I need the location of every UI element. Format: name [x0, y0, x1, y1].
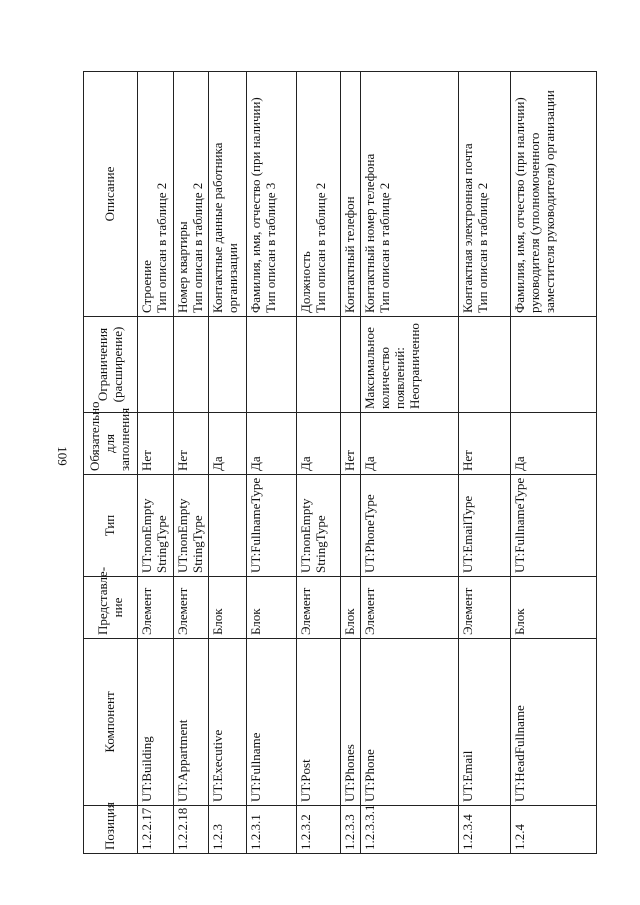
cell-representation: Блок [340, 577, 360, 639]
cell-component: UT:Phones [340, 639, 360, 806]
cell-position: 1.2.4 [510, 806, 596, 854]
cell-representation: Элемент [360, 577, 458, 639]
cell-description: Контактные данные работника организации [208, 72, 246, 317]
header-representation: Представле-ние [84, 577, 138, 639]
cell-type: UT:nonEmpty StringType [138, 475, 174, 577]
cell-description: Контактный номер телефона Тип описан в таблице 2 [360, 72, 458, 317]
cell-type: UT:FullnameType [246, 475, 296, 577]
cell-description: Контактная электронная почта Тип описан в таблице 2 [458, 72, 510, 317]
cell-component: UT:HeadFullname [510, 639, 596, 806]
cell-required: Да [246, 413, 296, 475]
cell-required: Да [208, 413, 246, 475]
cell-representation: Элемент [138, 577, 174, 639]
table-row [174, 72, 209, 854]
cell-required: Нет [174, 413, 209, 475]
table-row [340, 72, 360, 854]
cell-component: UT:Post [296, 639, 340, 806]
header-type: Тип [84, 475, 138, 577]
cell-type: UT:EmailType [458, 475, 510, 577]
cell-limits [208, 317, 246, 413]
header-limits: Ограничения (расширение) [84, 317, 138, 413]
page-number: 109 [54, 446, 70, 466]
table-row [360, 72, 458, 854]
cell-type: UT:PhoneType [360, 475, 458, 577]
cell-description: Фамилия, имя, отчество (при наличии) руководителя (уполномоченного заместителя руководителя) организации [510, 72, 596, 317]
cell-type [208, 475, 246, 577]
cell-limits [458, 317, 510, 413]
table-row [208, 72, 246, 854]
table-row [458, 72, 510, 854]
cell-position: 1.2.2.18 [174, 806, 209, 854]
cell-type: UT:nonEmpty StringType [174, 475, 209, 577]
cell-position: 1.2.3 [208, 806, 246, 854]
cell-representation: Элемент [296, 577, 340, 639]
cell-description: Фамилия, имя, отчество (при наличии) Тип описан в таблице 3 [246, 72, 296, 317]
cell-description: Контактный телефон [340, 72, 360, 317]
cell-required: Нет [340, 413, 360, 475]
cell-component: UT:Executive [208, 639, 246, 806]
cell-limits [340, 317, 360, 413]
cell-component: UT:Building [138, 639, 174, 806]
cell-type: UT:nonEmpty StringType [296, 475, 340, 577]
cell-component: UT:Email [458, 639, 510, 806]
cell-position: 1.2.2.17 [138, 806, 174, 854]
cell-required: Нет [138, 413, 174, 475]
header-required: Обязательно для заполнения [84, 413, 138, 475]
cell-type [340, 475, 360, 577]
specification-table [83, 71, 597, 854]
table-row [296, 72, 340, 854]
rotated-table-frame [83, 72, 593, 854]
cell-representation: Элемент [174, 577, 209, 639]
rotated-content [83, 72, 593, 854]
cell-limits [296, 317, 340, 413]
cell-description: Строение Тип описан в таблице 2 [138, 72, 174, 317]
cell-limits: Максимальное количество появлений: Неограниченно [360, 317, 458, 413]
cell-description: Номер квартиры Тип описан в таблице 2 [174, 72, 209, 317]
cell-representation: Блок [510, 577, 596, 639]
cell-description: Должность Тип описан в таблице 2 [296, 72, 340, 317]
cell-limits [174, 317, 209, 413]
cell-position: 1.2.3.3 [340, 806, 360, 854]
cell-limits [246, 317, 296, 413]
cell-component: UT:Phone [360, 639, 458, 806]
cell-position: 1.2.3.1 [246, 806, 296, 854]
cell-required: Да [360, 413, 458, 475]
table-row [246, 72, 296, 854]
cell-position: 1.2.3.2 [296, 806, 340, 854]
header-component: Компонент [84, 639, 138, 806]
cell-representation: Блок [246, 577, 296, 639]
cell-required: Да [296, 413, 340, 475]
cell-required: Нет [458, 413, 510, 475]
cell-required: Да [510, 413, 596, 475]
cell-component: UT:Appartment [174, 639, 209, 806]
cell-type: UT:FullnameType [510, 475, 596, 577]
cell-position: 1.2.3.4 [458, 806, 510, 854]
table-header-row [84, 72, 138, 854]
cell-representation: Элемент [458, 577, 510, 639]
cell-limits [510, 317, 596, 413]
cell-position: 1.2.3.3.1 [360, 806, 458, 854]
table-row [510, 72, 596, 854]
table-row [138, 72, 174, 854]
header-position: Позиция [84, 806, 138, 854]
header-description: Описание [84, 72, 138, 317]
cell-limits [138, 317, 174, 413]
cell-component: UT:Fullname [246, 639, 296, 806]
cell-representation: Блок [208, 577, 246, 639]
